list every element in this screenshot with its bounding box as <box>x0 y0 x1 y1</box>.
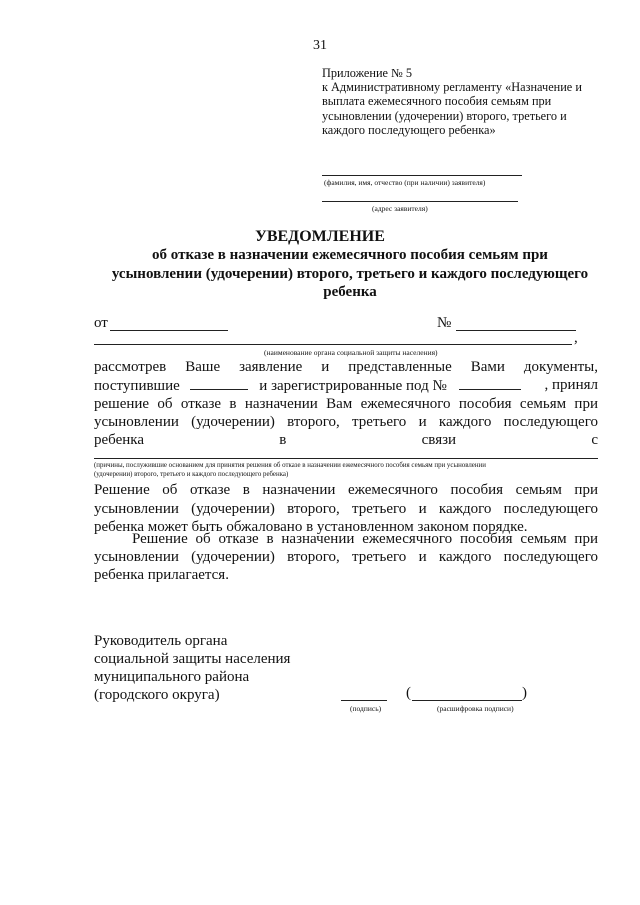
reasons-line <box>94 458 598 459</box>
appendix-line-1: Приложение № 5 <box>322 66 413 80</box>
body-p1-line-2 <box>94 376 598 395</box>
notice-title: УВЕДОМЛЕНИЕ <box>255 228 385 245</box>
applicant-name-line <box>322 175 522 176</box>
notice-number-line <box>456 330 576 331</box>
body-p1-line-1: рассмотрев Ваше заявление и представленные Вами документы, <box>94 359 598 375</box>
decode-open-paren: ( <box>406 685 411 701</box>
body-p2-line-2: усыновлении (удочерении) второго, третьего и каждого последующего <box>94 501 598 517</box>
body-p2-line-3: ребенка может быть обжаловано в установленном законом порядке. <box>94 519 528 535</box>
notice-subtitle-line-2: усыновлении (удочерении) второго, третьего и каждого последующего <box>111 265 589 282</box>
appendix-line-2: к Административному регламенту «Назначение и <box>322 80 582 95</box>
signature-line-2: социальной защиты населения <box>94 651 291 667</box>
organ-caption: (наименование органа социальной защиты населения) <box>264 348 438 357</box>
signature-line-1: Руководитель органа <box>94 633 228 649</box>
decode-close-paren: ) <box>522 685 527 701</box>
appendix-line-5: каждого последующего ребенка» <box>322 122 496 137</box>
p1-received-label: поступившие <box>94 378 180 394</box>
appendix-header <box>322 66 597 137</box>
signature-decode-line <box>412 700 522 701</box>
organ-line-comma: , <box>574 330 578 346</box>
notice-subtitle <box>90 246 610 302</box>
body-p1-line-5: ребенка в связи с <box>94 432 598 448</box>
signature-decode-caption: (расшифровка подписи) <box>437 704 514 713</box>
signature-line <box>341 700 387 701</box>
body-p2-line-1: Решение об отказе в назначении ежемесячного пособия семьям при <box>94 482 598 498</box>
body-p1-line-4: усыновлении (удочерении) второго, третьего и каждого последующего <box>94 414 598 430</box>
signature-line-3: муниципального района <box>94 669 250 685</box>
reasons-caption-2: (удочерении) второго, третьего и каждого последующего ребенка) <box>94 471 289 478</box>
body-p3-line-3: ребенка прилагается. <box>94 567 229 583</box>
organ-name-line <box>94 344 572 345</box>
body-p1-line-3: решение об отказе в назначении Вам ежемесячного пособия семьям при <box>94 396 598 412</box>
registration-number-blank <box>459 376 521 390</box>
applicant-address-line <box>322 201 518 202</box>
applicant-address-caption: (адрес заявителя) <box>372 204 428 213</box>
number-label: № <box>437 315 452 331</box>
signature-line-4: (городского округа) <box>94 687 220 703</box>
body-p3-line-2: усыновлении (удочерении) второго, третьего и каждого последующего <box>94 549 598 565</box>
p1-registered-label: и зарегистрированные под № <box>259 378 447 394</box>
signature-caption: (подпись) <box>350 704 382 713</box>
p1-accepted-label: , принял <box>544 377 598 393</box>
page-number: 31 <box>313 38 327 53</box>
applicant-name-caption: (фамилия, имя, отчество (при наличии) заявителя) <box>324 178 486 187</box>
body-p3-line-1: Решение об отказе в назначении ежемесячного пособия семьям при <box>132 531 598 547</box>
from-label: от <box>94 315 108 331</box>
reasons-caption-1: (причины, послужившие основанием для принятия решения об отказе в назначении ежемесячного пособия семьям при усыновлении <box>94 462 486 469</box>
notice-subtitle-line-3: ребенка <box>323 284 377 300</box>
from-date-line <box>110 330 228 331</box>
received-date-blank <box>190 376 248 390</box>
appendix-line-4: усыновлении (удочерении) второго, третьего и <box>322 108 567 123</box>
notice-subtitle-line-1: об отказе в назначении ежемесячного пособия семьям при <box>152 247 548 263</box>
appendix-line-3: выплата ежемесячного пособия семьям при <box>322 94 552 109</box>
signature-position <box>94 632 290 704</box>
